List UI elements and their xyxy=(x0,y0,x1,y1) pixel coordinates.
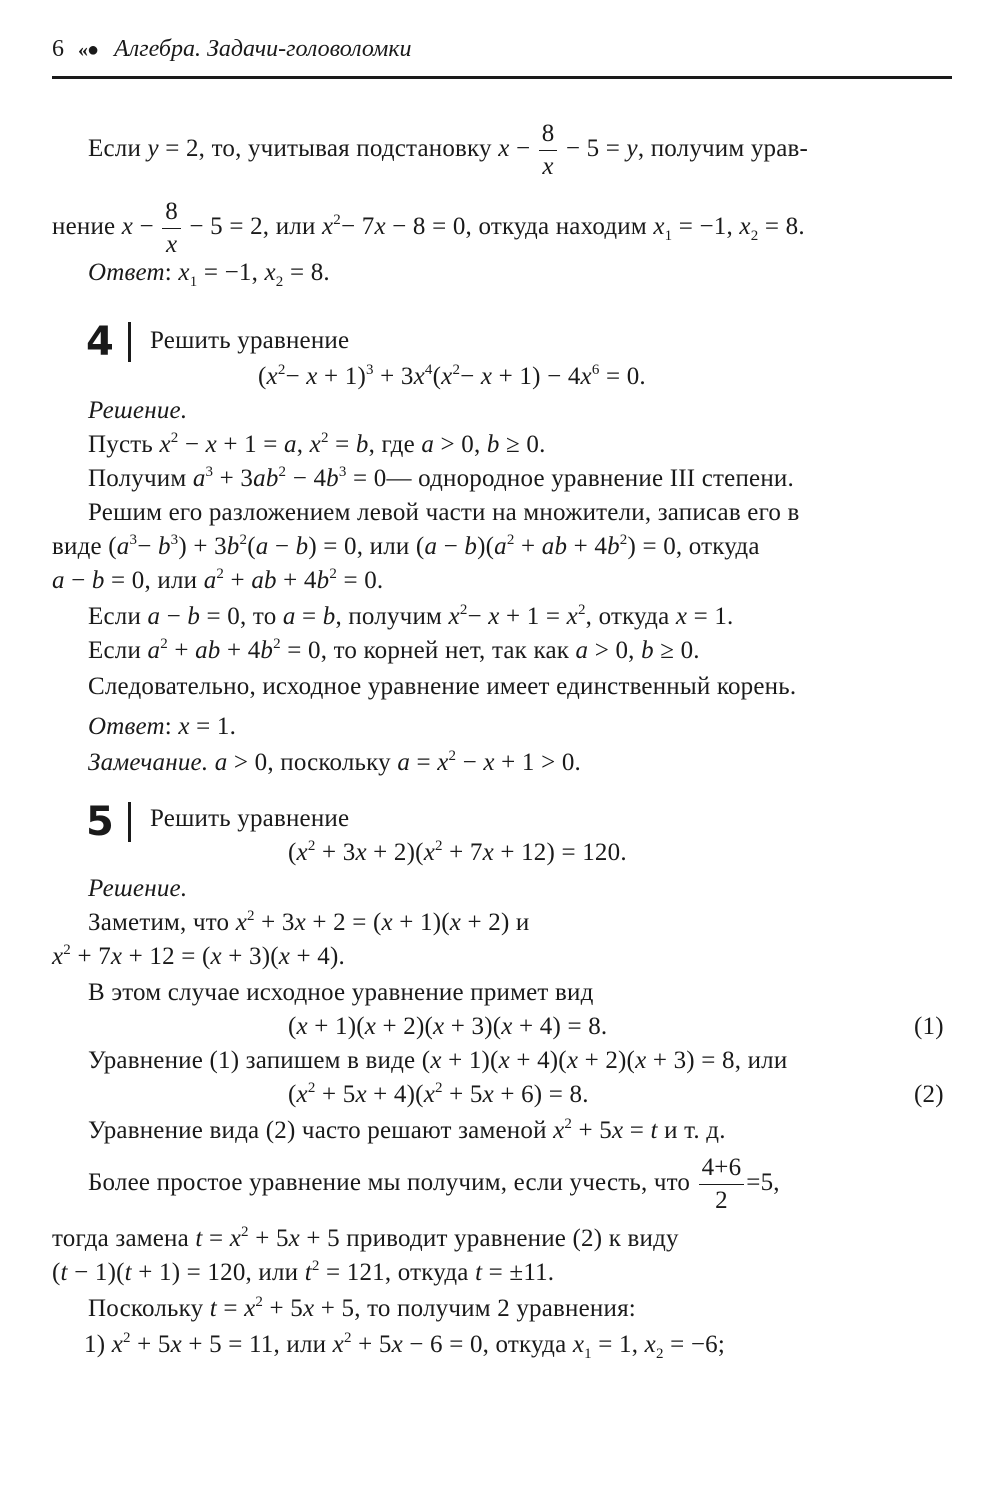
text-line: Получим $a^3 + 3ab^2 - 4b^3$ = 0— однородное уравнение III степени. xyxy=(88,464,794,492)
text-line: Уравнение (1) запишем в виде (x + 1)(x + 4)(x + 2)(x + 3) = 8, или xyxy=(88,1047,788,1074)
text-line: Если y = 2, то, учитывая подстановку x − $\frac{8}{x}$ − 5 = y, получим урав- xyxy=(88,118,808,183)
text-line: нение x − $\frac{8}{x}$ − 5 = 2, или $x^2- 7x - 8 = 0$, откуда находим $x_1 = -1$, $x_2 = 8$. xyxy=(52,196,805,261)
text-line: (t − 1)(t + 1) = 120, или $t^2 = 121$, откуда t = ±11. xyxy=(52,1258,555,1286)
fraction-8-over-x: $\frac{8}{x}$ xyxy=(162,196,181,261)
equation: $(x^2- x + 1)^3 + 3x^4(x^2- x + 1) - 4x^6 = 0$. xyxy=(258,362,646,390)
equation-number: (2) xyxy=(914,1081,944,1108)
problem-number: 4 xyxy=(86,319,114,365)
fraction-4plus6-over-2: $\frac{4+6}{2}$ xyxy=(699,1152,745,1217)
problem-heading: Решить уравнение xyxy=(150,805,350,832)
equation: $(x^2 + 3x + 2)(x^2 + 7x + 12) = 120$. xyxy=(288,838,627,866)
text-line: виде $(a^3- b^3) + 3b^2(a - b) = 0$, или $(a - b)(a^2$ + ab + $4b^2) = 0$, откуда xyxy=(52,532,760,560)
equation: $(x^2 + 5x + 4)(x^2 + 5x + 6) = 8$. xyxy=(288,1080,589,1108)
text-line: Следовательно, исходное уравнение имеет единственный корень. xyxy=(88,673,797,700)
equation-number: (1) xyxy=(914,1013,944,1040)
answer-line: Ответ: $x_1 = -1$, $x_2 = 8$. xyxy=(88,259,330,290)
text-line: Уравнение вида (2) часто решают заменой $x^2 + 5x = t$ и т. д. xyxy=(88,1116,726,1144)
fraction-8-over-x: $\frac{8}{x}$ xyxy=(539,118,558,183)
answer-line: Ответ: x = 1. xyxy=(88,713,237,740)
solution-label: Решение. xyxy=(88,875,188,902)
page-number: 6 xyxy=(52,36,64,62)
text-line: Пусть $x^2 - x + 1 = a$, $x^2 = b$, где a > 0, b ≥ 0. xyxy=(88,430,546,458)
text-line: Если a − b = 0, то a = b, получим $x^2- x + 1 = x^2$, откуда x = 1. xyxy=(88,602,734,630)
text-line: Решим его разложением левой части на множители, записав его в xyxy=(88,499,800,526)
remark-line: Замечание. a > 0, поскольку $a = x^2 - x + 1 > 0$. xyxy=(88,748,581,776)
page-header xyxy=(52,36,952,76)
header-ornament: «● xyxy=(78,39,99,61)
text-line: В этом случае исходное уравнение примет вид xyxy=(88,979,594,1006)
equation: (x + 1)(x + 2)(x + 3)(x + 4) = 8. xyxy=(288,1013,608,1040)
header-rule xyxy=(52,76,952,79)
problem-divider xyxy=(128,322,131,362)
problem-number: 5 xyxy=(86,799,114,845)
text-line: a − b = 0, или $a^2$ + ab + $4b^2 = 0$. xyxy=(52,566,384,594)
problem-heading: Решить уравнение xyxy=(150,327,350,354)
text-line: Если $a^2$ + ab + $4b^2 = 0$, то корней нет, так как a > 0, b ≥ 0. xyxy=(88,636,700,664)
text-line: Поскольку $t = x^2 + 5x + 5$, то получим 2 уравнения: xyxy=(88,1294,636,1322)
problem-divider xyxy=(128,802,131,842)
text-line: $x^2 + 7x + 12 = (x + 3)(x + 4)$. xyxy=(52,942,345,970)
solution-label: Решение. xyxy=(88,397,188,424)
text-line: тогда замена $t = x^2 + 5x + 5$ приводит уравнение (2) к виду xyxy=(52,1224,679,1252)
text-line: 1) $x^2 + 5x + 5 = 11$, или $x^2 + 5x - 6 = 0$, откуда $x_1 = 1$, $x_2 = -6$; xyxy=(84,1330,726,1362)
book-title: Алгебра. Задачи-головоломки xyxy=(114,36,412,62)
text-line: Заметим, что $x^2 + 3x + 2 = (x + 1)(x + 2)$ и xyxy=(88,908,530,936)
text-line: Более простое уравнение мы получим, если учесть, что $\frac{4+6}{2}$ =5, xyxy=(88,1152,780,1217)
